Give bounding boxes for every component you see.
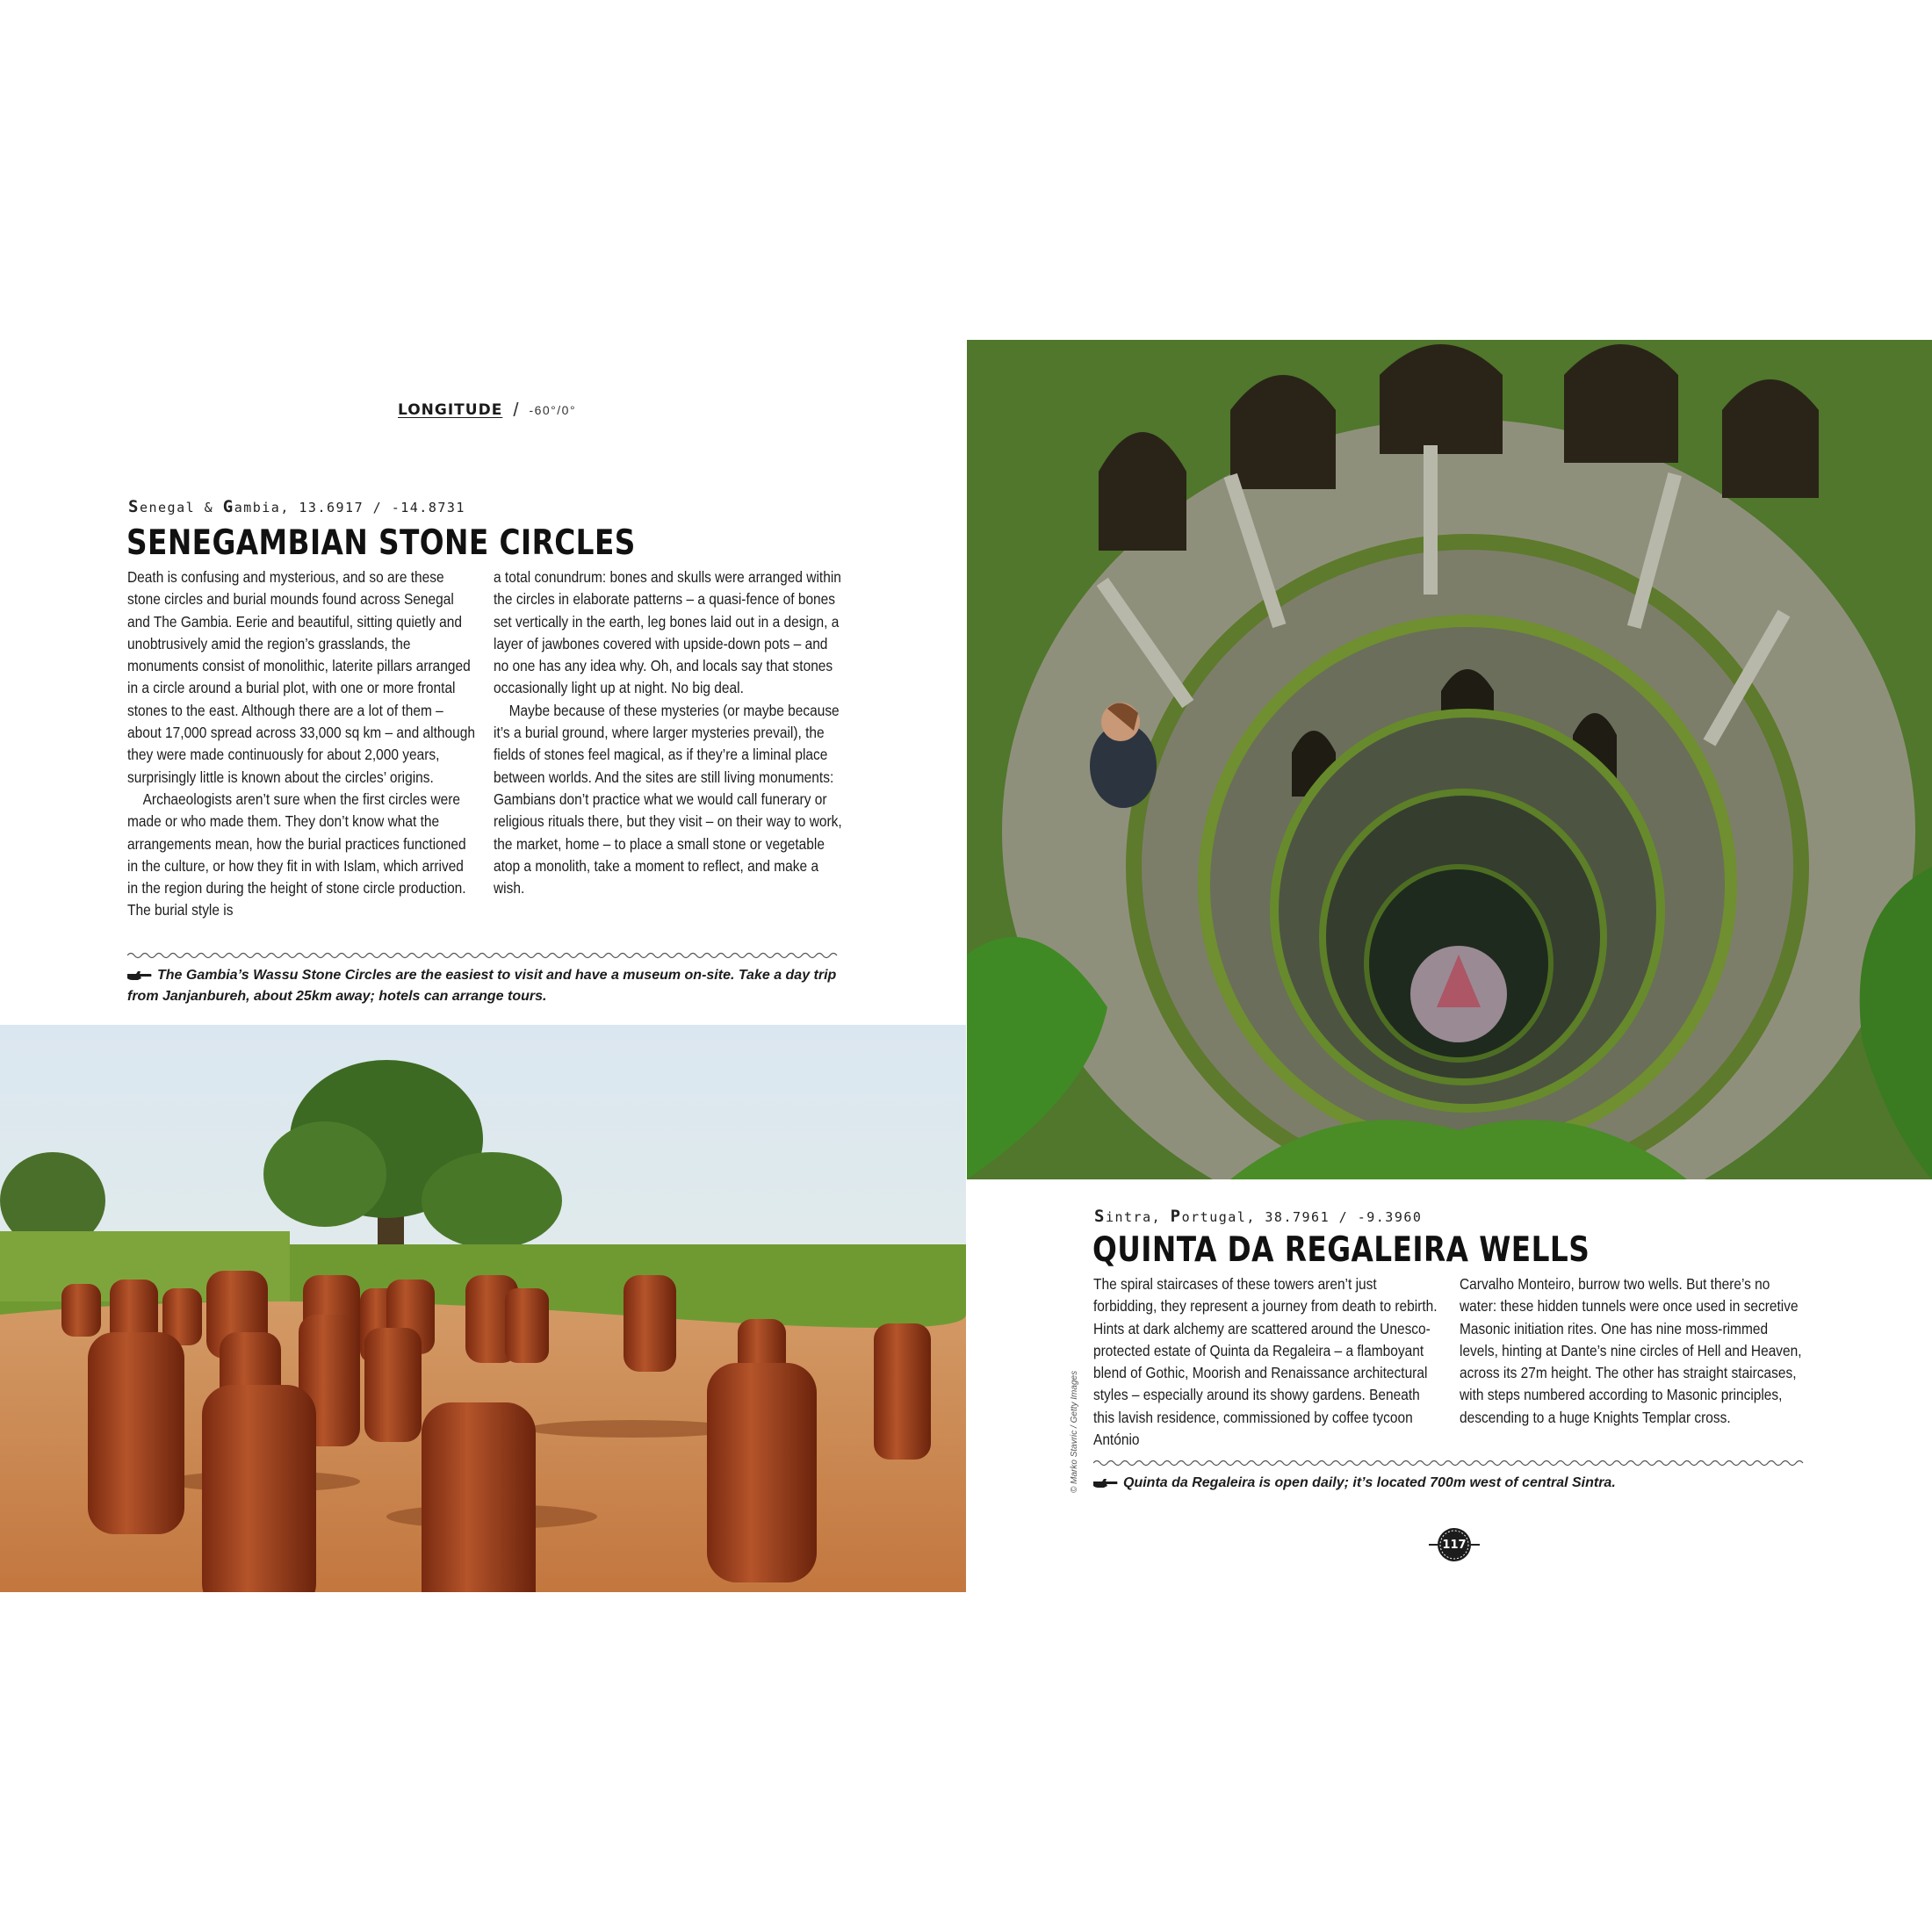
tip-text: Quinta da Regaleira is open daily; it’s located 700m west of central Sintra.: [1123, 1475, 1616, 1490]
paragraph: Archaeologists aren’t sure when the first circles were made or who made them. They don’t know what the arrangements mean, how the burial practices functioned in the culture, or how they fit in with Islam, which arrived in the region during the height of stone circle production. The burial style is: [127, 789, 466, 919]
header-separator: /: [513, 399, 519, 421]
paragraph: Maybe because of these mysteries (or maybe because it’s a burial ground, where larger mysteries prevail), the fields of stones feel magical, as if they’re a liminal place between worlds. And the sites are still living monuments: Gambians don’t practice what we would call funerary or religious rituals there, but they visit – on their way to work, the market, home – to place a small stone or vegetable atop a monolith, take a moment to reflect, and make a wish.: [494, 701, 842, 898]
article-left-column-1: [127, 566, 476, 922]
article-right-column-1: [1093, 1273, 1442, 1451]
kicker-text: ambia, 13.6917 / -14.8731: [234, 500, 465, 515]
kicker-initial: G: [222, 497, 234, 516]
tip-text: The Gambia’s Wassu Stone Circles are the easiest to visit and have a museum on-site. Take a day trip from Janjanbureh, about 25km away; hotels can arrange tours.: [127, 968, 837, 1004]
article-left-location: [128, 497, 465, 516]
paragraph: a total conundrum: bones and skulls were arranged within the circles in elaborate patterns – a quasi-fence of bones set vertically in the earth, leg bones laid out in a design, a layer of jawbones covered with upside-down pots – and no one has any idea why. Oh, and locals say that stones occasionally light up at night. No big deal.: [494, 568, 841, 697]
page-number-badge: [1429, 1525, 1480, 1564]
initiation-well-illustration: [967, 340, 1932, 1179]
stone-circles-illustration: [0, 1025, 966, 1592]
photo-credit: © Marko Stavric / Getty Images: [1070, 1370, 1079, 1493]
page-number: 117: [1442, 1538, 1467, 1552]
pointing-hand-icon: [1093, 1478, 1118, 1489]
kicker-text: ortugal, 38.7961 / -9.3960: [1181, 1209, 1423, 1225]
running-header: [398, 397, 609, 423]
paragraph: Carvalho Monteiro, burrow two wells. But there’s no water: these hidden tunnels were once used in secretive Masonic initiation rites. One has nine moss-rimmed levels, hinting at Dante’s nine circles of Hell and Heaven, across its 27m height. The other has straight staircases, with steps numbered according to Masonic principles, descending to a huge Knights Templar cross.: [1460, 1275, 1802, 1426]
article-left-title: SENEGAMBIAN STONE CIRCLES: [126, 523, 636, 563]
kicker-text: enegal &: [139, 500, 223, 515]
pointing-hand-icon: [127, 970, 152, 981]
brand-logo: LONGITUDE: [398, 401, 503, 419]
article-left-column-2: [494, 566, 842, 899]
kicker-initial: P: [1170, 1207, 1182, 1226]
photo-initiation-well: [967, 340, 1932, 1179]
kicker-initial: S: [1094, 1207, 1106, 1226]
photo-stone-circles: [0, 1025, 966, 1592]
wavy-divider: [127, 951, 839, 960]
article-right-title: QUINTA DA REGALEIRA WELLS: [1092, 1230, 1590, 1270]
wavy-divider: [1093, 1459, 1806, 1467]
article-left-tip: [127, 965, 847, 1007]
paragraph: Death is confusing and mysterious, and so are these stone circles and burial mounds found across Senegal and The Gambia. Eerie and beautiful, sitting quietly and unobtrusively amid the region’s grasslands, the monuments consist of monolithic, laterite pillars arranged in a circle around a burial plot, with one or more frontal stones to the east. Although there are a lot of them – about 17,000 spread across 33,000 sq km – and although they were made continuously for about 2,000 years, surprisingly little is known about the circles’ origins.: [127, 568, 475, 786]
kicker-text: intra,: [1105, 1209, 1171, 1225]
paragraph: The spiral staircases of these towers aren’t just forbidding, they represent a journey from death to rebirth. Hints at dark alchemy are scattered around the Unesco-protected estate of Quinta da Regaleira – a flamboyant blend of Gothic, Moorish and Renaissance architectural styles – especially around its showy gardens. Beneath this lavish residence, commissioned by coffee tycoon António: [1093, 1275, 1438, 1449]
kicker-initial: S: [128, 497, 140, 516]
article-right-tip: [1093, 1473, 1813, 1494]
article-right-location: [1094, 1207, 1422, 1226]
header-coordinates: -60°/0°: [529, 403, 577, 417]
article-right-column-2: [1460, 1273, 1808, 1429]
